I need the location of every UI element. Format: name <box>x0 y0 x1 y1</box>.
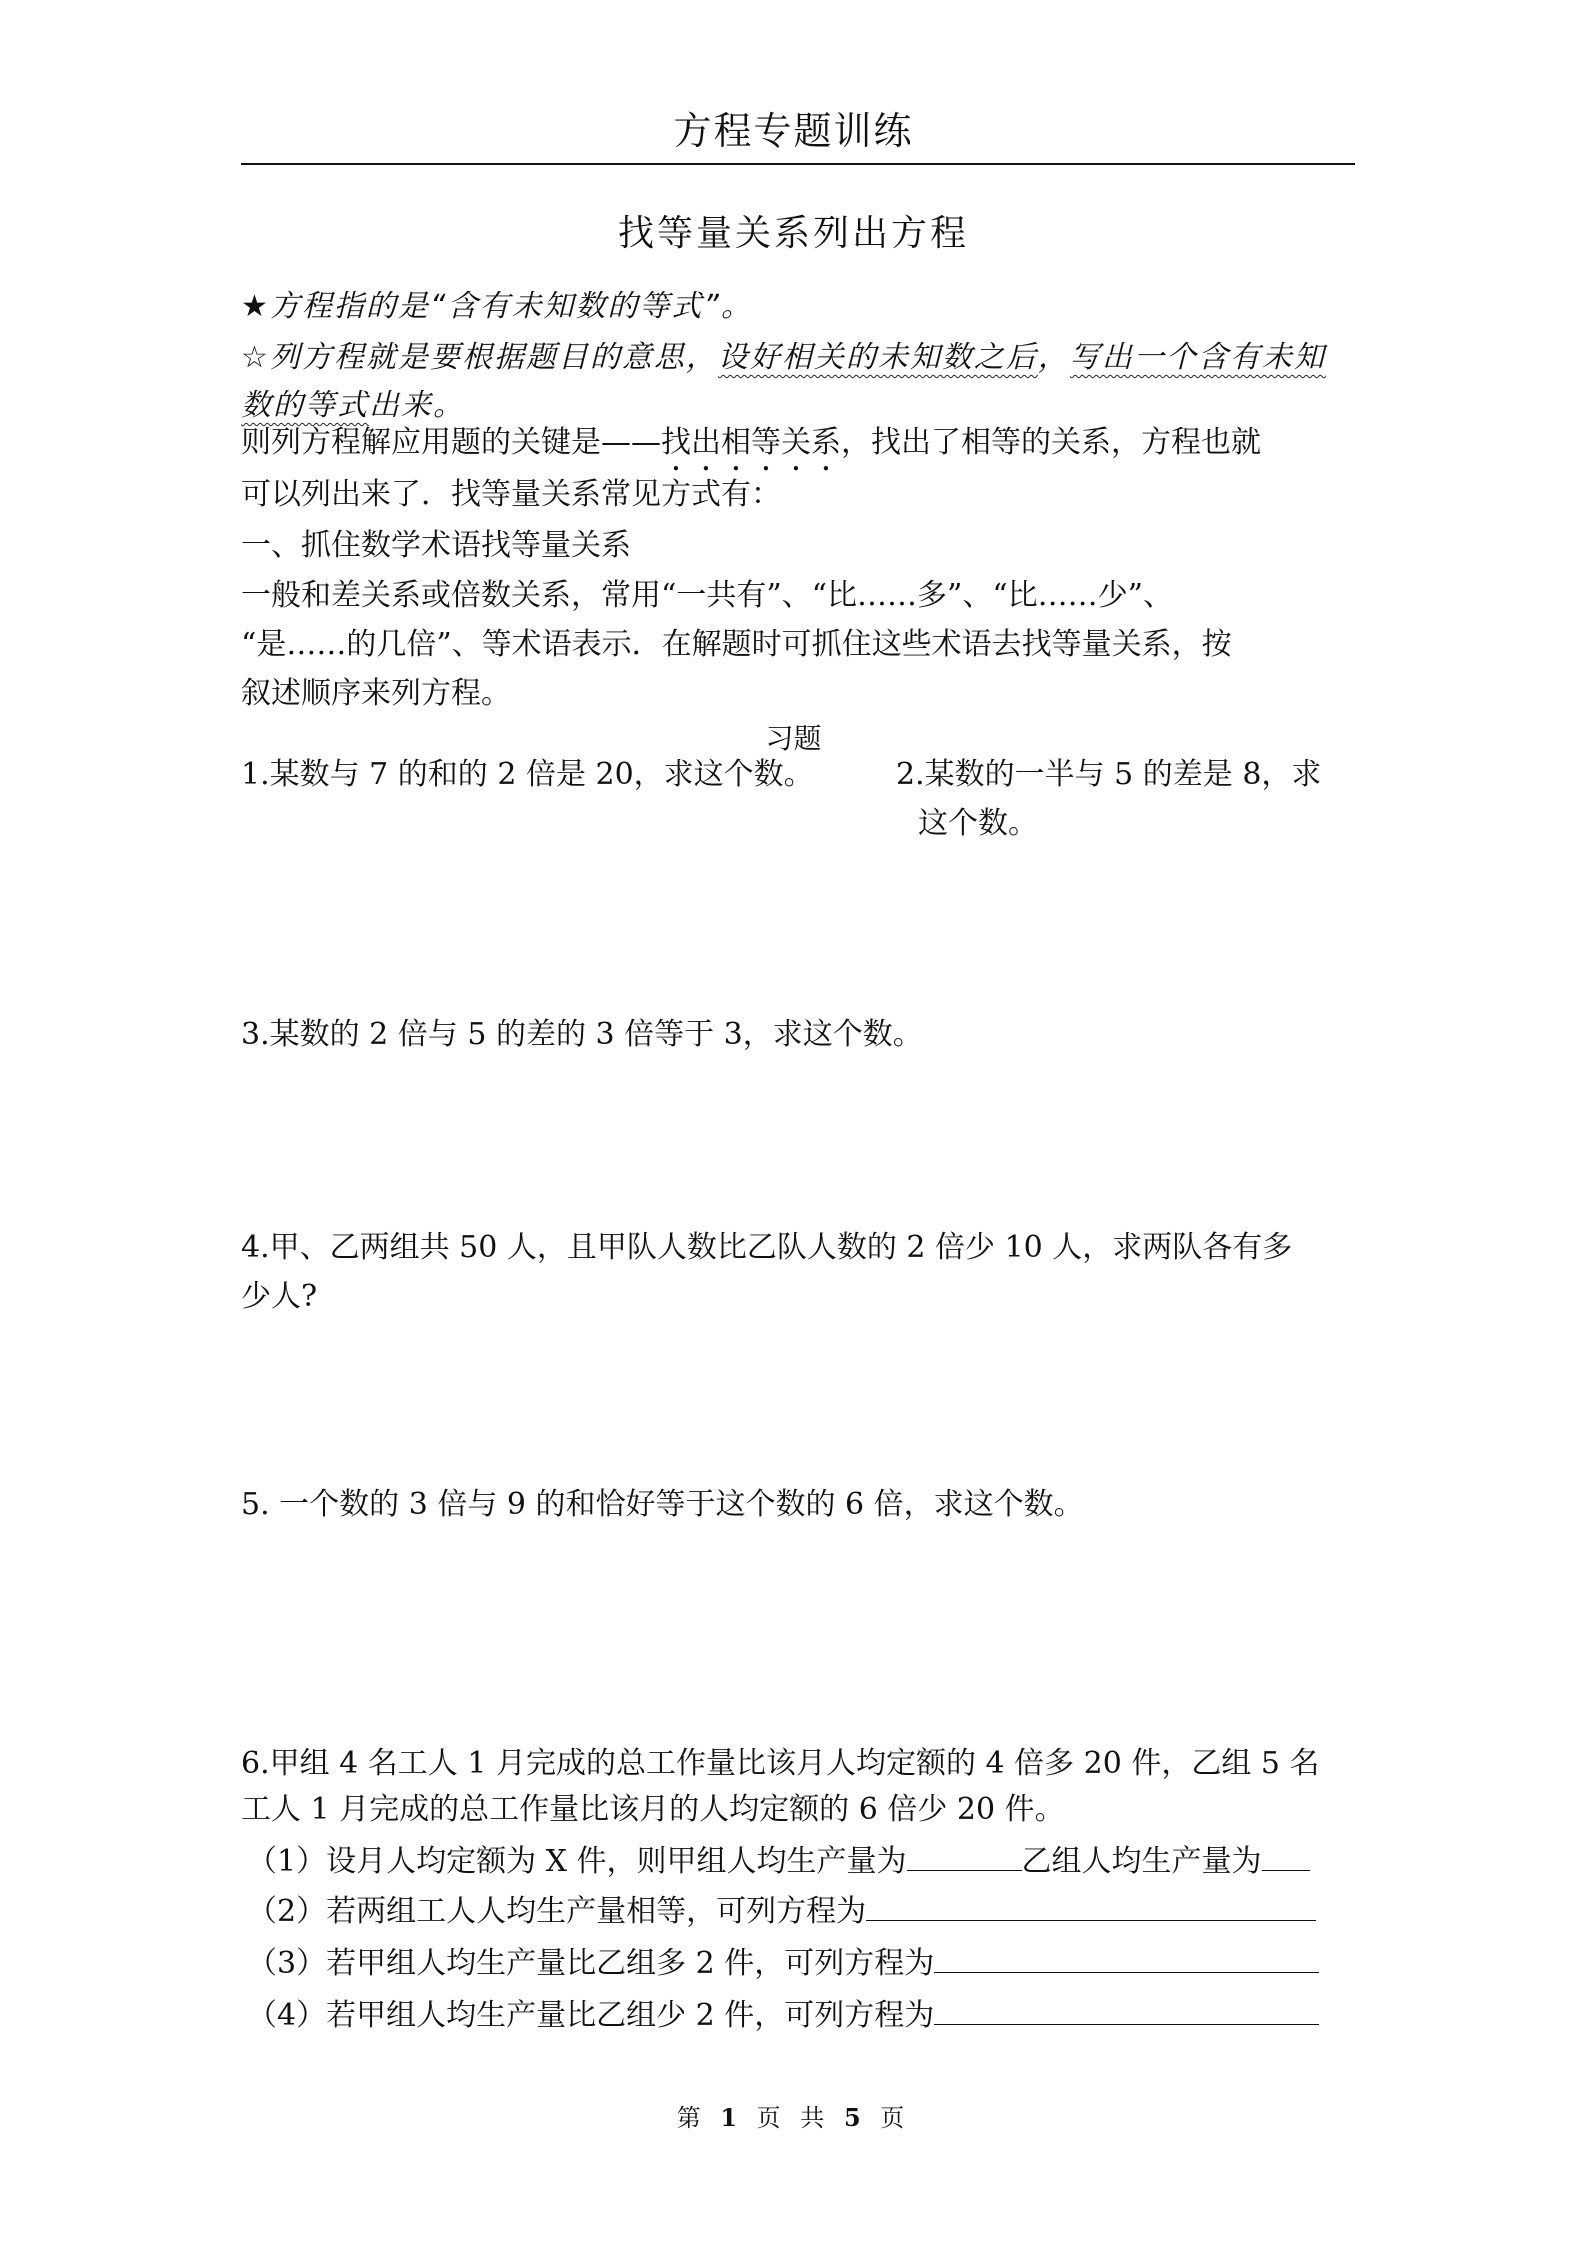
answer-blank[interactable] <box>934 1944 1319 1973</box>
footer-suffix: 页 <box>880 2104 911 2132</box>
problem-6-question-3 <box>247 1944 1319 1982</box>
answer-blank[interactable] <box>866 1892 1316 1921</box>
problem-6-question-1 <box>247 1842 1310 1880</box>
exercise-heading: 习题 <box>765 722 822 755</box>
footer-prefix: 第 <box>676 2104 707 2132</box>
answer-blank[interactable] <box>1262 1842 1310 1871</box>
section-heading-1: 一、抓住数学术语找等量关系 <box>241 528 631 563</box>
question-4-text: （4）若甲组人均生产量比乙组少 2 件，可列方程为 <box>247 1998 935 2033</box>
problem-4-continued: 少人? <box>241 1279 318 1314</box>
problem-2-continued: 这个数。 <box>918 806 1038 841</box>
answer-blank[interactable] <box>907 1842 1022 1871</box>
question-1-text-b: 乙组人均生产量为 <box>1021 1844 1262 1879</box>
hollow-star-line-continued <box>241 388 465 424</box>
problem-5: 5. 一个数的 3 倍与 9 的和恰好等于这个数的 6 倍，求这个数。 <box>241 1487 1084 1522</box>
hollow-star-text: ☆列方程就是要根据题目的意思， <box>241 340 718 375</box>
wavy-underlined-phrase: 数的等式 <box>241 388 369 423</box>
star-definition-line: ★方程指的是“含有未知数的等式”。 <box>241 289 753 324</box>
hollow-star-end-text: 出来。 <box>369 388 465 423</box>
header-title: 方程专题训练 <box>673 109 914 153</box>
description-line-2: “是……的几倍”、等术语表示．在解题时可抓住这些术语去找等量关系，按 <box>241 627 1232 662</box>
question-2-text: （2）若两组工人人均生产量相等，可列方程为 <box>247 1894 867 1929</box>
key-relation-text-end: ，找出了相等的关系，方程也就 <box>841 425 1261 460</box>
header-rule <box>241 163 1355 165</box>
answer-blank[interactable] <box>934 1996 1319 2025</box>
problem-6-question-2 <box>247 1892 1316 1930</box>
comma: ， <box>1037 340 1070 375</box>
problem-6-question-4 <box>247 1996 1319 2034</box>
wavy-underlined-phrase: 设好相关的未知数之后 <box>717 340 1038 375</box>
problem-3: 3.某数的 2 倍与 5 的差的 3 倍等于 3，求这个数。 <box>241 1017 923 1052</box>
problem-1: 1.某数与 7 的和的 2 倍是 20，求这个数。 <box>241 757 814 792</box>
problem-6: 6.甲组 4 名工人 1 月完成的总工作量比该月人均定额的 4 倍多 20 件，乙组 5 名 <box>241 1746 1320 1781</box>
key-relation-line <box>241 425 1261 478</box>
question-1-text-a: （1）设月人均定额为 X 件，则甲组人均生产量为 <box>247 1844 907 1879</box>
hollow-star-line <box>241 340 1326 376</box>
document-title: 找等量关系列出方程 <box>617 213 969 254</box>
key-relation-line-2: 可以列出来了．找等量关系常见方式有： <box>241 477 781 512</box>
description-line-3: 叙述顺序来列方程。 <box>241 676 511 711</box>
current-page-number: 1 <box>720 2103 744 2132</box>
emphasized-phrase: 找出相等关系 <box>661 425 841 460</box>
question-3-text: （3）若甲组人均生产量比乙组多 2 件，可列方程为 <box>247 1946 935 1981</box>
footer-middle: 页 共 <box>756 2104 831 2132</box>
problem-4: 4.甲、乙两组共 50 人，且甲队人数比乙队人数的 2 倍少 10 人，求两队各有多 <box>241 1230 1293 1265</box>
problem-2: 2.某数的一半与 5 的差是 8，求 <box>896 757 1322 792</box>
total-page-number: 5 <box>843 2103 867 2132</box>
description-line-1: 一般和差关系或倍数关系，常用“一共有”、“比……多”、“比……少”、 <box>241 578 1174 613</box>
wavy-underlined-phrase: 写出一个含有未知 <box>1069 340 1326 375</box>
key-relation-text: 则列方程解应用题的关键是—— <box>241 425 661 460</box>
problem-6-continued: 工人 1 月完成的总工作量比该月的人均定额的 6 倍少 20 件。 <box>241 1792 1065 1827</box>
page-footer <box>0 2098 1587 2133</box>
